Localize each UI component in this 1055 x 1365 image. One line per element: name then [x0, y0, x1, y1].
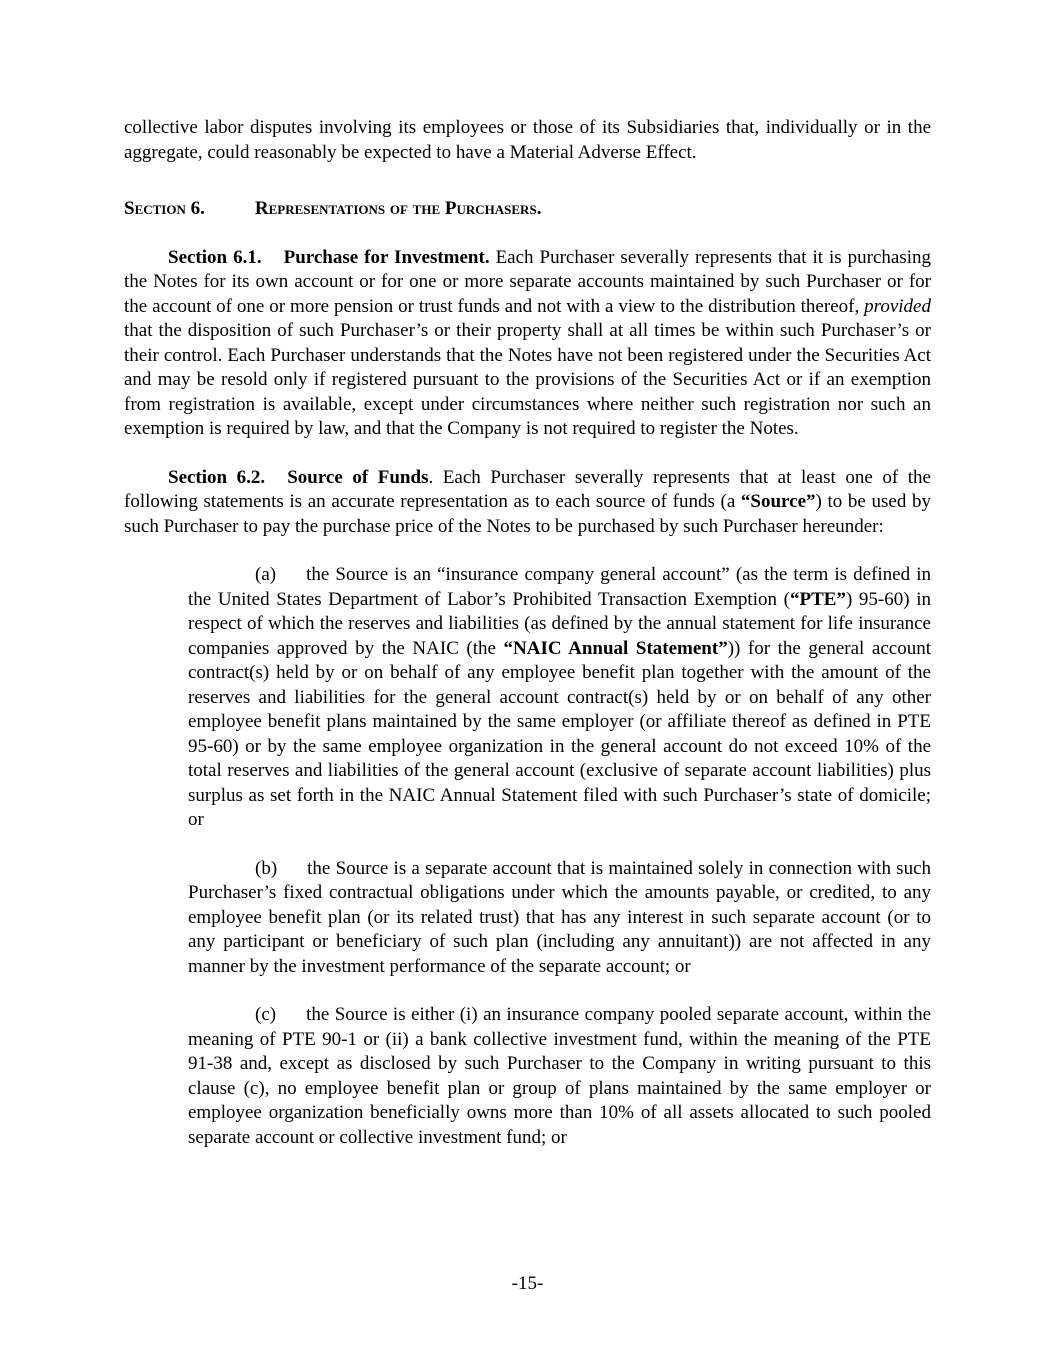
text-run: the Source is either (i) an insurance company pooled separate account, within the meaning of PTE 90-1 or (ii) a bank collective investment fund, within the meaning of the PTE 91-38 and, except as disclosed by such Purchaser to the Company in writing pursuant to this clause (c), no employee benefit plan or group of plans maintained by the same employer or employee organization beneficially owns more than 10% of all assets allocated to such pooled separate account or collective investment fund; or — [188, 1004, 931, 1148]
tab-space — [205, 213, 255, 214]
page-number: -15- — [511, 1273, 544, 1294]
text-run: “Source” — [740, 491, 816, 512]
text-run: . Each Purchaser severally represents that at least one of the following statements is an accurate representation as to each source of funds (a — [124, 466, 931, 512]
text-run: “PTE” — [789, 588, 846, 610]
text-run: . — [536, 198, 542, 219]
text-run: that the disposition of such Purchaser’s or their property shall at all times be within such Purchaser’s or their control. Each Purchaser understands that the Notes have not been registered under the Securities Act and may be resold only if registered pursuant to the provisions of the Securities Act or if an exemption from registration is available, except under circumstances where neither such registration nor such an exemption is required by law, and that the Company is not required to register the Notes. — [124, 320, 931, 439]
tab-space — [262, 262, 284, 263]
paragraph-clause-c — [188, 1003, 931, 1150]
text-run: the Source is a separate account that is maintained solely in connection with such Purchaser’s fixed contractual obligations under which the amounts payable, or credited, to any employee benefit plan (or its related trust) that has any interest in such separate account (or to any participant or beneficiary of such plan (including any annuitant)) are not affected in any manner by the investment performance of the separate account; or — [188, 857, 931, 977]
text-run: ) 95-60) in respect of which the reserves and liabilities (as defined by the annual statement for life insurance companies approved by the NAIC (the — [188, 588, 932, 659]
paragraph-section-6-2 — [124, 466, 931, 540]
paragraph-clause-b — [188, 857, 931, 980]
paragraph-section-6-1 — [124, 246, 931, 442]
text-run: ) to be used by such Purchaser to pay the purchase price of the Notes to be purchased by such Purchaser hereunder: — [124, 491, 931, 537]
heading-section-6 — [124, 197, 931, 222]
text-run: (c) — [255, 1004, 277, 1025]
text-run: “NAIC Annual Statement” — [503, 637, 728, 659]
text-run: Purchase for Investment. — [283, 246, 490, 268]
text-run: )) for the general account contract(s) held by or on behalf of any employee benefit plan together with the amount of the reserves and liabilities for the general account contract(s) held by or on behalf of any other employee benefit plans maintained by the same employer (or affiliate thereof as defined in PTE 95-60) or by the same employee organization in the general account do not exceed 10% of the total reserves and liabilities of the general account (exclusive of separate account liabilities) plus surplus as set forth in the NAIC Annual Statement filed with such Purchaser’s state of domicile; or — [188, 637, 931, 830]
tab-space — [265, 482, 287, 483]
paragraph-clause-a — [188, 563, 931, 833]
text-run: Section 6.1. — [168, 246, 262, 268]
tab-space — [277, 873, 307, 874]
text-run: Section 6.2. — [168, 466, 266, 488]
text-run: provided — [864, 295, 931, 317]
document-body — [124, 116, 931, 1150]
text-run: the Source is an “insurance company general account” (as the term is defined in the United States Department of Labor’s Prohibited Transaction Exemption ( — [188, 564, 931, 610]
paragraph-continuation — [124, 116, 931, 165]
text-run: (a) — [255, 564, 277, 585]
text-run: Representations of the Purchasers — [254, 198, 537, 219]
tab-space — [276, 579, 306, 580]
text-run: Source of Funds — [287, 466, 429, 488]
text-run: Section 6. — [124, 198, 205, 219]
tab-space — [276, 1019, 306, 1020]
text-run: (b) — [255, 857, 278, 879]
text-run: Each Purchaser severally represents that it is purchasing the Notes for its own account or for one or more separate accounts maintained by such Purchaser or for the account of one or more pension or trust funds and not with a view to the distribution thereof, — [124, 246, 932, 317]
text-run: collective labor disputes involving its employees or those of its Subsidiaries that, individually or in the aggregate, could reasonably be expected to have a Material Adverse Effect. — [124, 117, 931, 163]
